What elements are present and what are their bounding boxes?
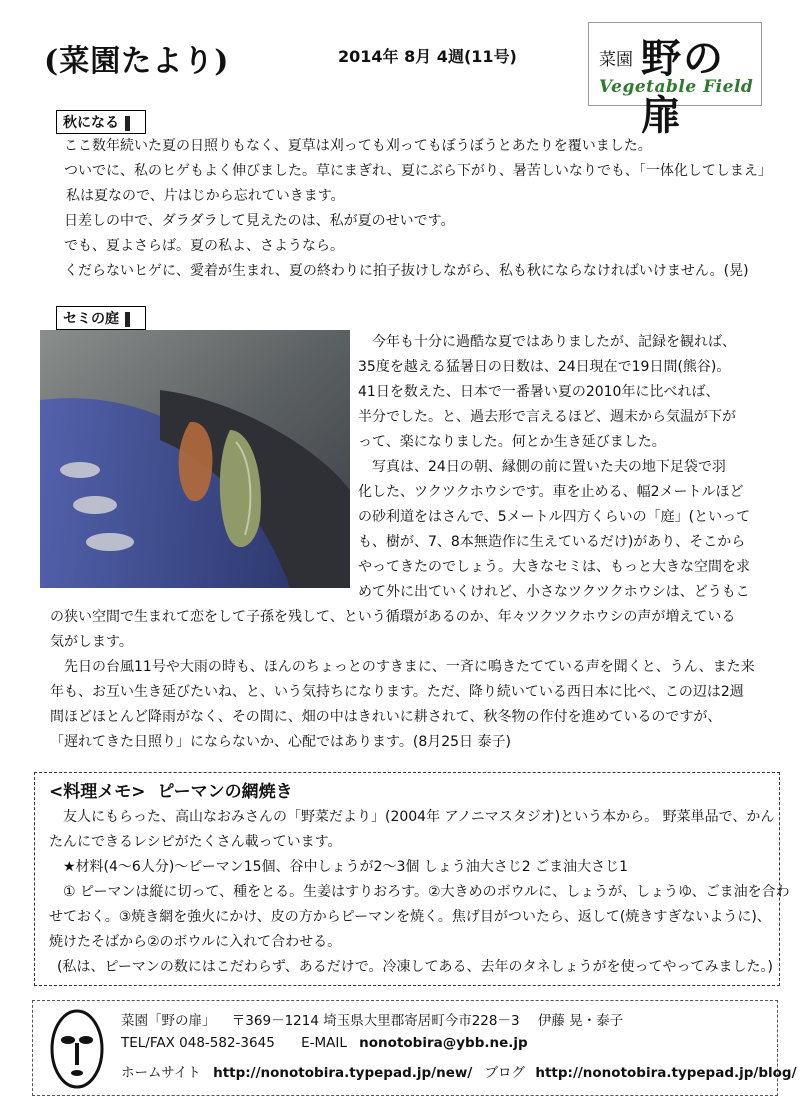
footer-address-line (121, 1009, 623, 1029)
footer-contact-line (121, 1035, 528, 1051)
section-heading-cicada (56, 306, 146, 330)
footer-web-line (121, 1061, 797, 1081)
text-line: くだらないヒゲに、愛着が生まれ、夏の終わりに拍子抜けしながら、私も秋にならなければいけません。(晃) (64, 263, 749, 279)
newsletter-title: (菜園たより) (44, 44, 230, 79)
site-label: ホームサイト (121, 1065, 201, 1081)
logo-sub: 菜園 (599, 50, 633, 70)
text-line: 先日の台風11号や大雨の時も、ほんのちょっとのすきまに、一斉に鳴きたてている声を聞くと、うん、また来 (64, 659, 755, 675)
section2-right-column (358, 330, 750, 605)
text-line: って、楽になりました。何とか生き延びました。 (358, 434, 666, 450)
text-line: 化した、ツクツクホウシです。車を止める、幅2メートルほど (358, 484, 744, 500)
text-line: ★材料(4～6人分)～ピーマン15個、谷中しょうが2～3個 しょう油大さじ2 ごま油大さじ1 (63, 859, 629, 875)
owner-names: 伊藤 晃・泰子 (537, 1013, 624, 1029)
logo-box (588, 22, 762, 139)
memo-body (49, 805, 790, 980)
text-line: 友人にもらった、高山なおみさんの「野菜だより」(2004年 アノニマスタジオ)という本から。 野菜単品で、かん (63, 809, 775, 825)
text-line: ついでに、私のヒゲもよく伸びました。草にまぎれ、夏にぶら下がり、暑苦しいなりでも、「一体化してしまえ」 (64, 163, 772, 179)
section-heading-autumn (56, 110, 146, 134)
text-line: 気がします。 (50, 634, 133, 650)
email-label: E-MAIL (301, 1035, 347, 1051)
memo-title: <料理メモ> ピーマンの網焼き (49, 782, 293, 802)
section-heading-label: セミの庭 (63, 311, 119, 327)
section1-body (64, 134, 772, 284)
text-line: 年も、お互い生き延びたいね、と、いう気持ちになります。ただ、降り続いている西日本に比べ、この辺は2週 (50, 684, 744, 700)
section2-full-body (50, 605, 755, 755)
text-line: (私は、ピーマンの数にはこだわらず、あるだけで。冷凍してある、去年のタネしょうがを使ってやってみました。) (57, 959, 773, 975)
text-line: でも、夏よさらば。夏の私よ、さようなら。 (64, 238, 344, 254)
text-line: の砂利道をはさんで、5メートル四方くらいの「庭」(といって (358, 509, 751, 525)
text-line: 半分でした。と、過去形で言えるほど、週末から気温が下が (358, 409, 736, 425)
text-line: たんにできるレシピがたくさん載っています。 (49, 834, 342, 850)
farm-name: 菜園「野の扉」 (121, 1013, 216, 1029)
text-line: の狭い空間で生まれて恋をして子孫を残して、という循環があるのか、年々ツクツクホウシの声が増えている (50, 609, 736, 625)
blog-label: ブログ (484, 1065, 526, 1081)
tel-fax: TEL/FAX 048-582-3645 (121, 1035, 275, 1051)
text-line: めて外に出ていくけれど、小さなツクツクホウシは、どうもこ (358, 584, 750, 600)
text-line: せておく。③焼き網を強火にかけ、皮の方からピーマンを焼く。焦げ目がついたら、返して(焼きすぎないように)、 (49, 909, 771, 925)
text-line: 41日を数えた、日本で一番暑い夏の2010年に比べれば、 (358, 384, 720, 400)
footer-contact-box (32, 1000, 797, 1096)
cooking-memo-box (34, 772, 790, 986)
cicada-photo-image (40, 330, 350, 588)
text-line: 写真は、24日の朝、縁側の前に置いた夫の地下足袋で羽 (372, 459, 726, 475)
email-link[interactable]: nonotobira@ybb.ne.jp (359, 1035, 528, 1051)
postal-address: 〒369－1214 埼玉県大里郡寄居町今市228－3 (231, 1013, 520, 1029)
text-line: も、樹が、7、8本無造作に生えているだけ)があり、そこから (358, 534, 746, 550)
text-line: 間ほどほとんど降雨がなく、その間に、畑の中はきれいに耕されて、秋冬物の作付を進めているのですが、 (50, 709, 722, 725)
text-line: 日差しの中で、ダラダラして見えたのは、私が夏のせいです。 (64, 213, 455, 229)
issue-date: 2014年 8月 4週(11号) (338, 47, 517, 66)
logo-main: 野の扉 (641, 35, 725, 139)
text-line: ① ピーマンは縦に切って、種をとる。生姜はすりおろす。②大きめのボウルに、しょうが、しょうゆ、ごま油を合わ (63, 884, 790, 900)
logo-english: Vegetable Field (599, 77, 754, 97)
cicada-photo (40, 330, 350, 588)
text-line: 今年も十分に過酷な夏ではありましたが、記録を観れば、 (372, 334, 736, 350)
text-line: 35度を越える猛暑日の日数は、24日現在で19日間(熊谷)。 (358, 359, 731, 375)
text-line: ここ数年続いた夏の日照りもなく、夏草は刈っても刈ってもぼうぼうとあたりを覆いました。 (64, 138, 652, 154)
text-line: 私は夏なので、片はじから忘れていきます。 (66, 188, 345, 204)
text-line: やってきたのでしょう。大きなセミは、もっと大きな空間を求 (358, 559, 750, 575)
site-link[interactable]: http://nonotobira.typepad.jp/new/ (213, 1065, 473, 1081)
section-heading-label: 秋になる (63, 115, 119, 131)
text-line: 焼けたそばから②のボウルに入れて合わせる。 (49, 934, 342, 950)
mask-logo-icon (47, 1007, 107, 1091)
blog-link[interactable]: http://nonotobira.typepad.jp/blog/ (535, 1065, 797, 1081)
text-line: 「遅れてきた日照り」にならないか、心配ではあります。(8月25日 泰子) (50, 734, 511, 750)
heading-marker-icon (125, 312, 130, 327)
heading-marker-icon (125, 116, 130, 131)
